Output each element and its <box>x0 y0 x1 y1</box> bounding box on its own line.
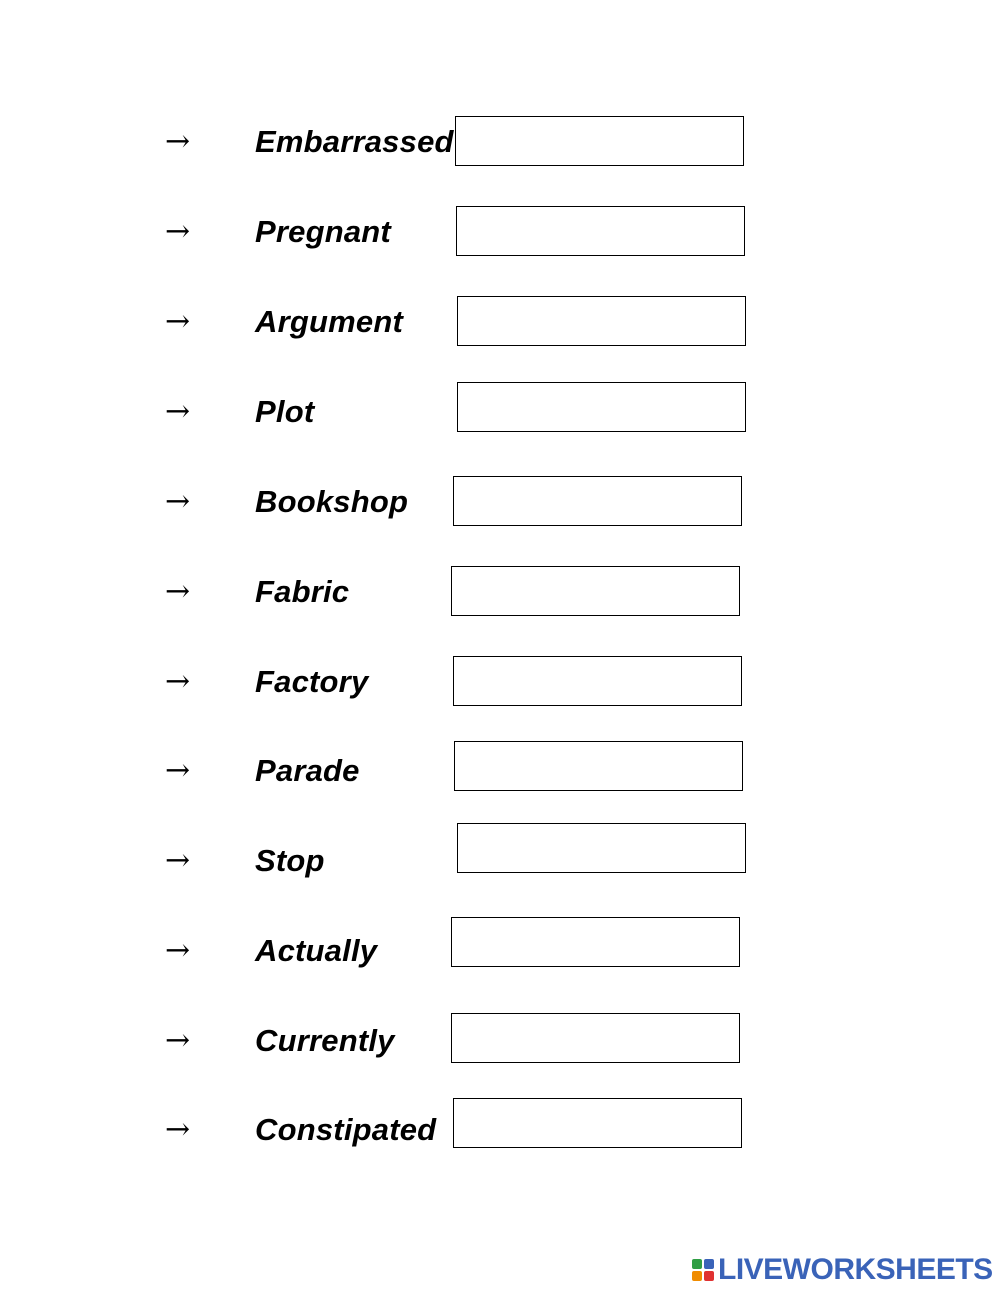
worksheet-row <box>0 476 1000 528</box>
vocabulary-word: Fabric <box>255 574 350 609</box>
vocabulary-word: Parade <box>255 753 360 788</box>
arrow-icon: → <box>165 214 191 249</box>
arrow-icon: → <box>165 1023 191 1058</box>
vocabulary-word: Bookshop <box>255 484 409 519</box>
arrow-icon: → <box>165 753 191 788</box>
worksheet-row <box>0 206 1000 258</box>
vocabulary-word: Constipated <box>255 1112 437 1147</box>
arrow-icon: → <box>165 933 191 968</box>
arrow-icon: → <box>165 394 191 429</box>
worksheet-row <box>0 823 1000 878</box>
answer-box[interactable] <box>453 1098 742 1148</box>
logo-square <box>704 1271 714 1281</box>
worksheet-row <box>0 1098 1000 1150</box>
logo-square <box>704 1259 714 1269</box>
vocabulary-word: Pregnant <box>255 214 391 249</box>
answer-box[interactable] <box>451 917 740 967</box>
answer-box[interactable] <box>454 741 743 791</box>
answer-box[interactable] <box>456 206 745 256</box>
arrow-icon: → <box>165 304 191 339</box>
answer-box[interactable] <box>453 476 742 526</box>
vocabulary-word: Factory <box>255 664 369 699</box>
answer-box[interactable] <box>457 823 746 873</box>
worksheet-row <box>0 1013 1000 1065</box>
arrow-icon: → <box>165 843 191 878</box>
arrow-icon: → <box>165 1112 191 1147</box>
worksheet-row <box>0 566 1000 618</box>
arrow-icon: → <box>165 574 191 609</box>
answer-box[interactable] <box>457 296 746 346</box>
vocabulary-word: Embarrassed <box>255 124 454 159</box>
logo-text: LIVEWORKSHEETS <box>718 1253 993 1286</box>
answer-box[interactable] <box>451 566 740 616</box>
worksheet-row <box>0 296 1000 348</box>
worksheet-row <box>0 382 1000 434</box>
vocabulary-word: Argument <box>255 304 403 339</box>
worksheet-row <box>0 656 1000 708</box>
logo-square <box>692 1271 702 1281</box>
arrow-icon: → <box>165 124 191 159</box>
answer-box[interactable] <box>453 656 742 706</box>
worksheet-row <box>0 116 1000 168</box>
worksheet-row <box>0 917 1000 969</box>
vocabulary-word: Currently <box>255 1023 395 1058</box>
answer-box[interactable] <box>451 1013 740 1063</box>
arrow-icon: → <box>165 484 191 519</box>
vocabulary-word: Stop <box>255 843 325 878</box>
answer-box[interactable] <box>457 382 746 432</box>
logo-square <box>692 1259 702 1269</box>
worksheet-row <box>0 741 1000 793</box>
logo-mark-icon <box>692 1259 714 1281</box>
arrow-icon: → <box>165 664 191 699</box>
answer-box[interactable] <box>455 116 744 166</box>
vocabulary-word: Actually <box>255 933 378 968</box>
vocabulary-word: Plot <box>255 394 315 429</box>
liveworksheets-logo <box>692 1253 993 1287</box>
